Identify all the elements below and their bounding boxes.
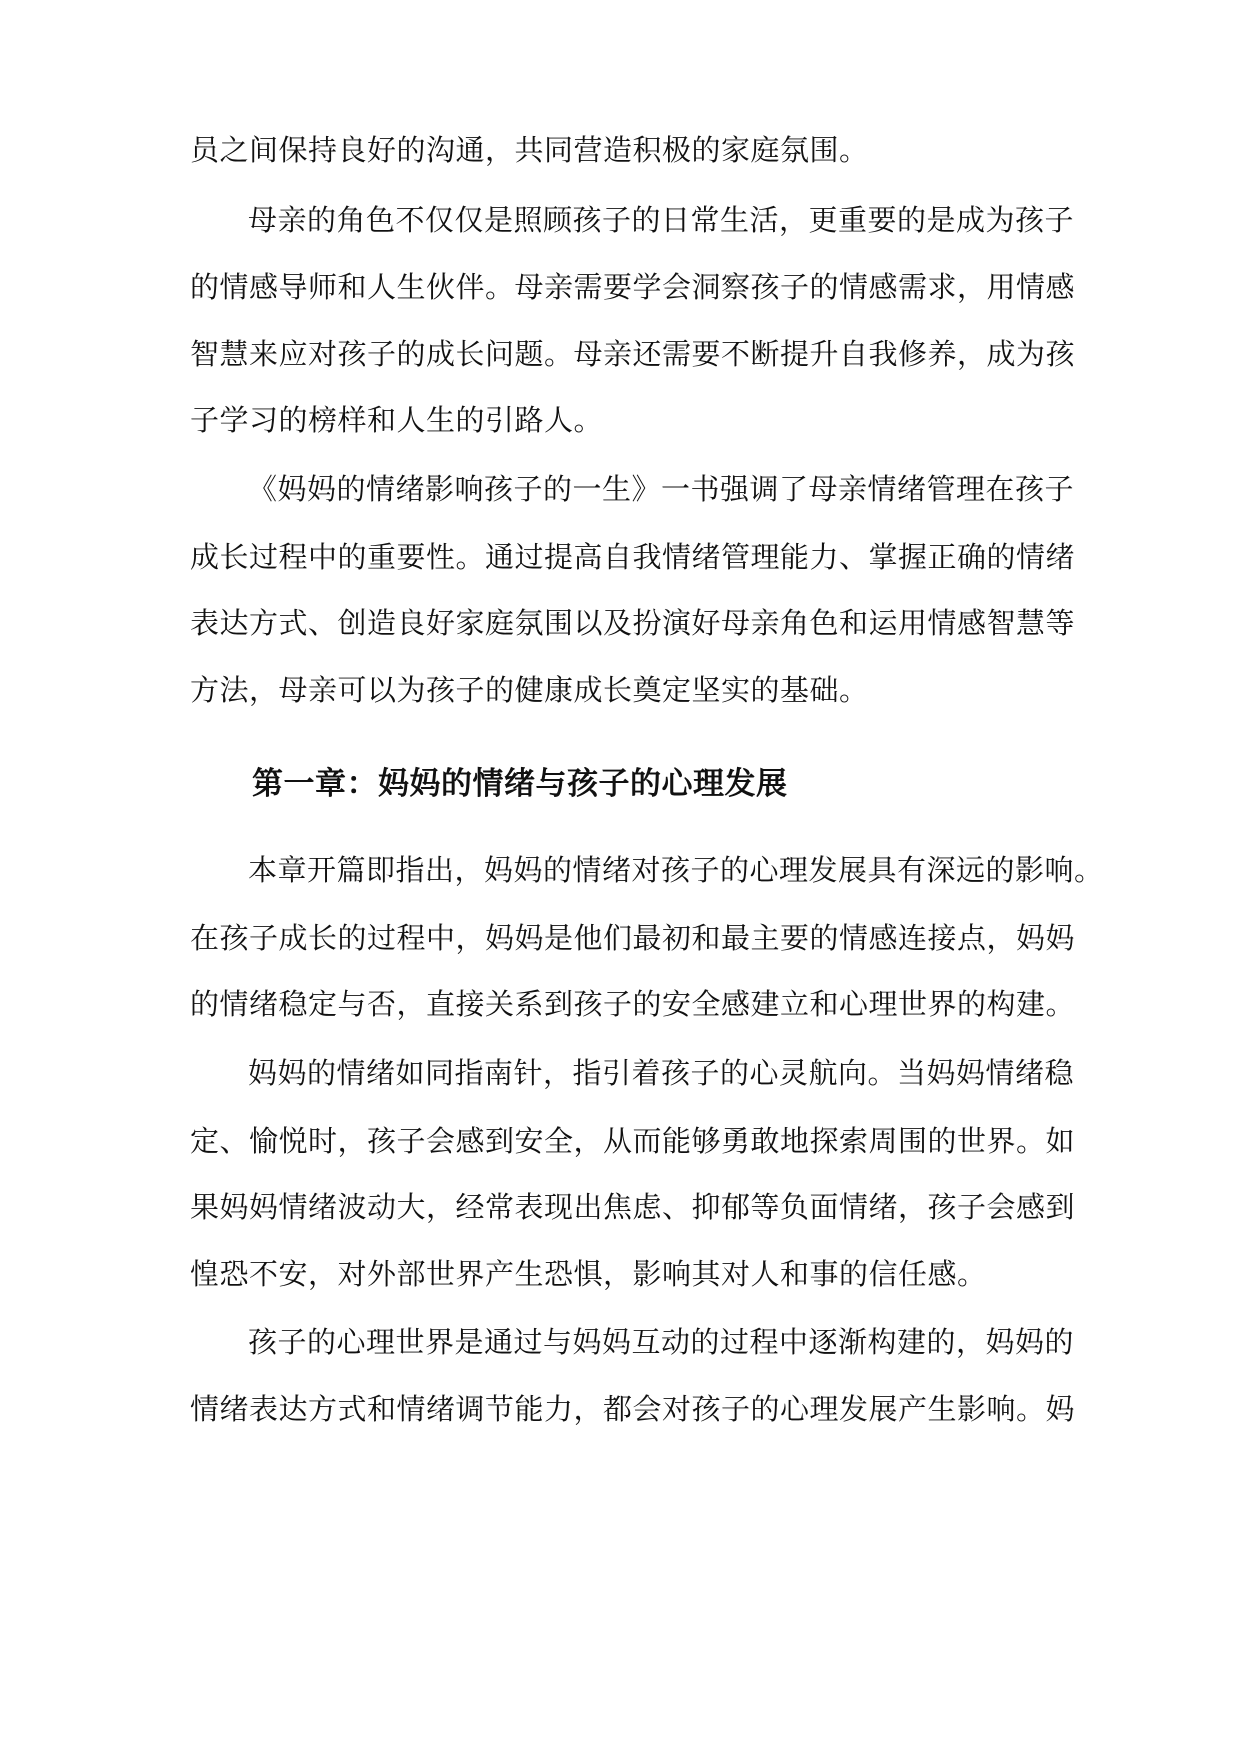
paragraph-line: 定、愉悦时，孩子会感到安全，从而能够勇敢地探索周围的世界。如 — [190, 1124, 1076, 1158]
paragraph-line: 的情感导师和人生伙伴。母亲需要学会洞察孩子的情感需求，用情感 — [190, 270, 1076, 304]
chapter-heading: 第一章：妈妈的情绪与孩子的心理发展 — [252, 766, 788, 802]
paragraph-line: 在孩子成长的过程中，妈妈是他们最初和最主要的情感连接点，妈妈 — [190, 921, 1076, 955]
paragraph-line: 方法，母亲可以为孩子的健康成长奠定坚实的基础。 — [190, 673, 869, 707]
paragraph-line: 《妈妈的情绪影响孩子的一生》一书强调了母亲情绪管理在孩子 — [248, 472, 1075, 506]
document-page — [190, 0, 1104, 1754]
paragraph-line: 子学习的榜样和人生的引路人。 — [190, 403, 604, 437]
paragraph-line: 成长过程中的重要性。通过提高自我情绪管理能力、掌握正确的情绪 — [190, 540, 1076, 574]
paragraph-line: 惶恐不安，对外部世界产生恐惧，影响其对人和事的信任感。 — [190, 1257, 987, 1291]
paragraph-line: 果妈妈情绪波动大，经常表现出焦虑、抑郁等负面情绪，孩子会感到 — [190, 1190, 1076, 1224]
paragraph-line: 情绪表达方式和情绪调节能力，都会对孩子的心理发展产生影响。妈 — [190, 1392, 1076, 1426]
paragraph-line: 员之间保持良好的沟通，共同营造积极的家庭氛围。 — [190, 133, 869, 167]
paragraph-line: 表达方式、创造良好家庭氛围以及扮演好母亲角色和运用情感智慧等 — [190, 606, 1076, 640]
paragraph-line: 母亲的角色不仅仅是照顾孩子的日常生活，更重要的是成为孩子 — [248, 203, 1075, 237]
paragraph-line: 本章开篇即指出，妈妈的情绪对孩子的心理发展具有深远的影响。 — [248, 853, 1104, 887]
paragraph-line: 智慧来应对孩子的成长问题。母亲还需要不断提升自我修养，成为孩 — [190, 337, 1076, 371]
paragraph-line: 孩子的心理世界是通过与妈妈互动的过程中逐渐构建的，妈妈的 — [248, 1325, 1075, 1359]
paragraph-line: 妈妈的情绪如同指南针，指引着孩子的心灵航向。当妈妈情绪稳 — [248, 1056, 1075, 1090]
paragraph-line: 的情绪稳定与否，直接关系到孩子的安全感建立和心理世界的构建。 — [190, 987, 1076, 1021]
